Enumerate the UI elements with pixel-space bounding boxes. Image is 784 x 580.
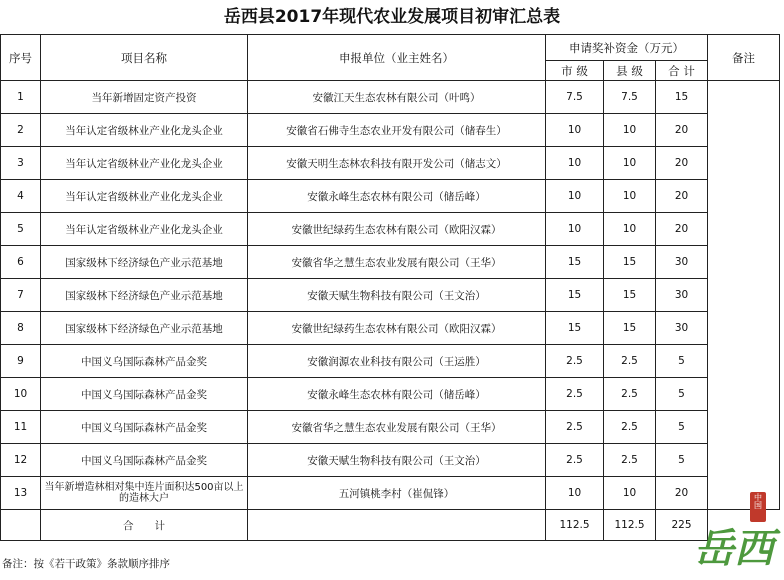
row-project-name: 国家级林下经济绿色产业示范基地	[41, 279, 248, 312]
header-applicant: 申报单位（业主姓名）	[248, 35, 546, 81]
row-project-name: 国家级林下经济绿色产业示范基地	[41, 246, 248, 279]
row-total: 15	[656, 81, 708, 114]
header-total: 合 计	[656, 61, 708, 81]
row-total: 20	[656, 180, 708, 213]
row-index: 10	[1, 378, 41, 411]
row-county: 2.5	[604, 411, 656, 444]
row-county: 15	[604, 246, 656, 279]
row-city: 10	[546, 147, 604, 180]
row-applicant: 安徽世纪绿药生态农林有限公司（欧阳汉霖）	[248, 312, 546, 345]
table-row	[1, 246, 780, 279]
row-applicant: 安徽省华之慧生态农业发展有限公司（王华）	[248, 411, 546, 444]
row-index: 5	[1, 213, 41, 246]
brush-calligraphy: 岳西	[694, 525, 774, 572]
header-funding: 申请奖补资金（万元）	[546, 35, 708, 61]
row-county: 10	[604, 477, 656, 510]
row-city: 2.5	[546, 345, 604, 378]
row-applicant: 安徽江天生态农林有限公司（叶鸣）	[248, 81, 546, 114]
row-total: 30	[656, 312, 708, 345]
row-index: 4	[1, 180, 41, 213]
table-row	[1, 81, 780, 114]
row-project-name: 当年认定省级林业产业化龙头企业	[41, 180, 248, 213]
total-index-cell	[1, 510, 41, 541]
row-city: 15	[546, 246, 604, 279]
row-city: 10	[546, 180, 604, 213]
row-project-name: 当年新增固定资产投资	[41, 81, 248, 114]
row-index: 7	[1, 279, 41, 312]
row-project-name: 中国义乌国际森林产品金奖	[41, 378, 248, 411]
row-index: 13	[1, 477, 41, 510]
row-county: 10	[604, 114, 656, 147]
summary-table	[0, 34, 780, 541]
table-row	[1, 312, 780, 345]
table-row	[1, 114, 780, 147]
header-project-name: 项目名称	[41, 35, 248, 81]
row-project-name: 当年认定省级林业产业化龙头企业	[41, 114, 248, 147]
row-city: 2.5	[546, 444, 604, 477]
row-total: 30	[656, 279, 708, 312]
header-index: 序号	[1, 35, 41, 81]
total-city: 112.5	[546, 510, 604, 541]
row-project-name: 中国义乌国际森林产品金奖	[41, 411, 248, 444]
row-project-name: 当年新增造林相对集中连片面积达500亩以上的造林大户	[41, 477, 248, 510]
row-county: 15	[604, 312, 656, 345]
row-index: 9	[1, 345, 41, 378]
row-total: 5	[656, 444, 708, 477]
row-project-name: 当年认定省级林业产业化龙头企业	[41, 213, 248, 246]
row-applicant: 安徽世纪绿药生态农林有限公司（欧阳汉霖）	[248, 213, 546, 246]
total-applicant-cell	[248, 510, 546, 541]
row-index: 8	[1, 312, 41, 345]
row-applicant: 安徽天赋生物科技有限公司（王文治）	[248, 444, 546, 477]
row-city: 10	[546, 213, 604, 246]
row-total: 20	[656, 114, 708, 147]
table-row	[1, 378, 780, 411]
row-total: 5	[656, 378, 708, 411]
total-label: 合 计	[41, 510, 248, 541]
footnote: 备注：按《若干政策》条款顺序排序	[2, 558, 170, 570]
row-city: 10	[546, 477, 604, 510]
row-applicant: 安徽天明生态林农科技有限开发公司（储志文）	[248, 147, 546, 180]
table-row	[1, 444, 780, 477]
header-county: 县 级	[604, 61, 656, 81]
sheet-title: 岳西县2017年现代农业发展项目初审汇总表	[223, 7, 561, 27]
row-county: 10	[604, 180, 656, 213]
table-row	[1, 411, 780, 444]
row-project-name: 中国义乌国际森林产品金奖	[41, 345, 248, 378]
seal-text: 中国	[753, 493, 763, 509]
table-row	[1, 213, 780, 246]
row-applicant: 安徽省石佛寺生态农业开发有限公司（储春生）	[248, 114, 546, 147]
row-city: 15	[546, 279, 604, 312]
row-project-name: 国家级林下经济绿色产业示范基地	[41, 312, 248, 345]
row-applicant: 安徽天赋生物科技有限公司（王文治）	[248, 279, 546, 312]
row-city: 10	[546, 114, 604, 147]
header-city: 市 级	[546, 61, 604, 81]
row-county: 10	[604, 213, 656, 246]
table-row	[1, 345, 780, 378]
row-county: 15	[604, 279, 656, 312]
row-city: 7.5	[546, 81, 604, 114]
row-applicant: 安徽省华之慧生态农业发展有限公司（王华）	[248, 246, 546, 279]
row-applicant: 安徽永峰生态农林有限公司（储岳峰）	[248, 180, 546, 213]
row-total: 20	[656, 477, 708, 510]
row-total: 5	[656, 345, 708, 378]
yuexi-logo	[690, 488, 782, 578]
total-row	[1, 510, 780, 541]
row-county: 10	[604, 147, 656, 180]
row-city: 2.5	[546, 378, 604, 411]
row-index: 3	[1, 147, 41, 180]
row-index: 1	[1, 81, 41, 114]
row-city: 15	[546, 312, 604, 345]
header-remark: 备注	[708, 35, 780, 81]
row-total: 5	[656, 411, 708, 444]
row-county: 2.5	[604, 378, 656, 411]
total-sum: 225	[656, 510, 708, 541]
table-row	[1, 180, 780, 213]
table-row	[1, 147, 780, 180]
row-county: 2.5	[604, 345, 656, 378]
table-row	[1, 279, 780, 312]
row-total: 20	[656, 213, 708, 246]
remark-cell	[708, 81, 780, 510]
row-project-name: 中国义乌国际森林产品金奖	[41, 444, 248, 477]
row-applicant: 五河镇桃李村（崔侃锋）	[248, 477, 546, 510]
table-row	[1, 477, 780, 510]
row-applicant: 安徽润源农业科技有限公司（王运胜）	[248, 345, 546, 378]
row-total: 30	[656, 246, 708, 279]
row-county: 7.5	[604, 81, 656, 114]
row-applicant: 安徽永峰生态农林有限公司（储岳峰）	[248, 378, 546, 411]
row-project-name: 当年认定省级林业产业化龙头企业	[41, 147, 248, 180]
row-index: 12	[1, 444, 41, 477]
row-index: 11	[1, 411, 41, 444]
row-index: 2	[1, 114, 41, 147]
row-index: 6	[1, 246, 41, 279]
row-total: 20	[656, 147, 708, 180]
total-county: 112.5	[604, 510, 656, 541]
row-county: 2.5	[604, 444, 656, 477]
row-city: 2.5	[546, 411, 604, 444]
